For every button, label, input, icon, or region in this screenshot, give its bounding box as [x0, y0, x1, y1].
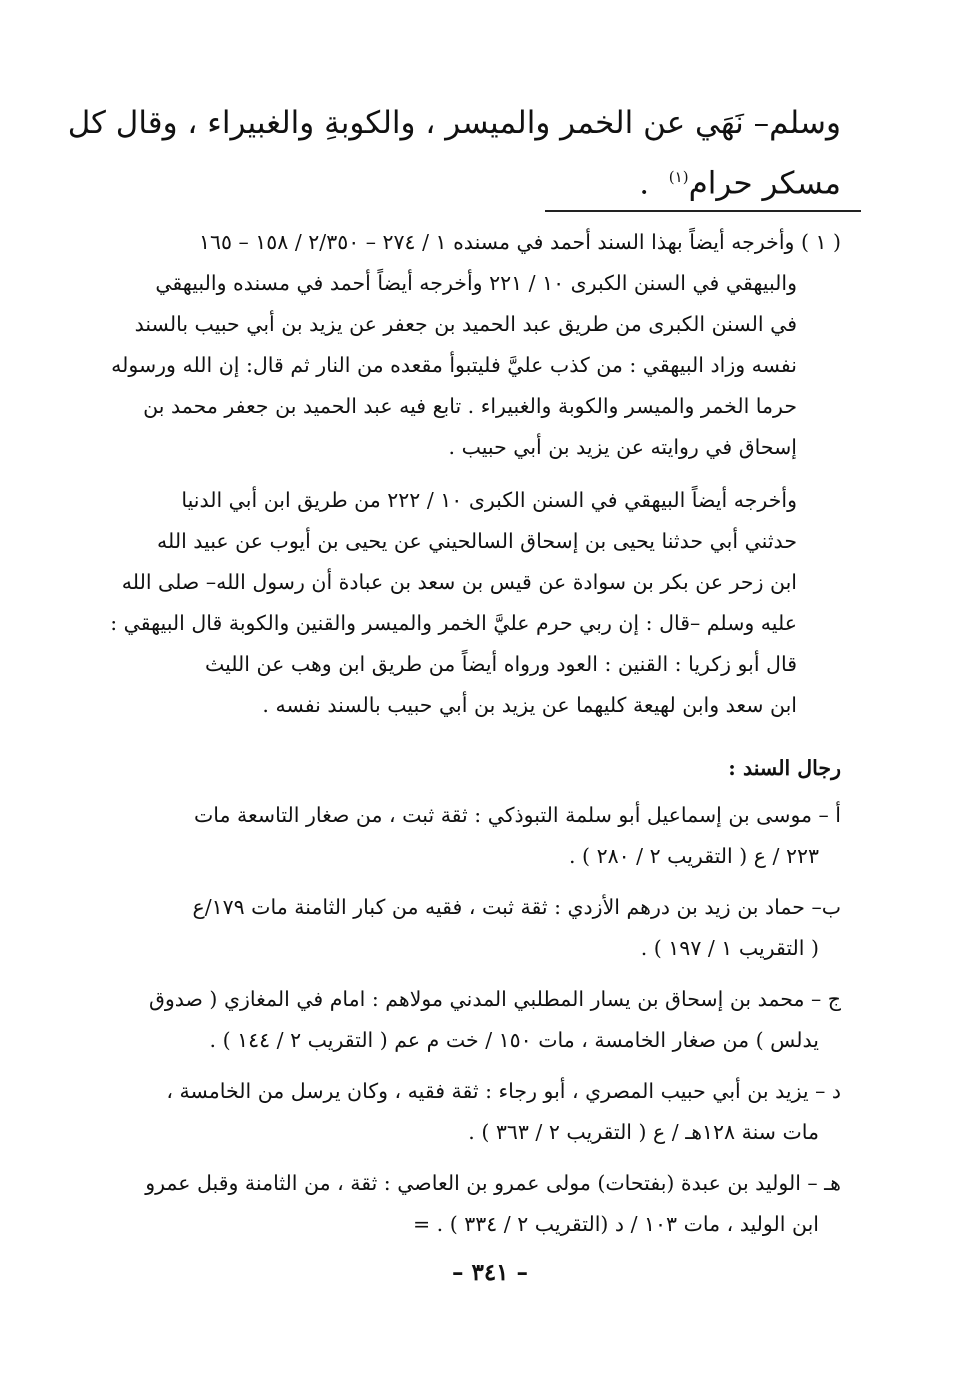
footnote-line: عليه وسلم –قال : إن ربي حرم عليَّ الخمر والميسر والقنين والكوبة قال البيهقي :	[110, 611, 797, 635]
footnote-line: ابن سعد وابن لهيعة كليهما عن يزيد بن أبي حبيب بالسند نفسه .	[262, 693, 797, 717]
narrator-line: مات سنة ١٢٨هـ / ع ( التقريب ٢ / ٣٦٣ ) .	[468, 1120, 819, 1144]
footnote-line: ابن زحر عن بكر بن سوادة عن قيس بن سعد بن عبادة أن رسول الله– صلى الله	[121, 570, 797, 594]
footnotes	[103, 222, 841, 1245]
narrator-line: د – يزيد بن أبي حبيب المصري ، أبو رجاء : ثقة فقيه ، وكان يرسل من الخامسة ،	[166, 1079, 841, 1103]
footnote-1	[103, 222, 841, 468]
footnote-line: حدثني أبي حدثنا يحيى بن إسحاق السالحيني عن يحيى بن أيوب عن عبيد الله	[157, 529, 797, 553]
narrator-entry	[103, 979, 841, 1061]
narrator-entry	[103, 795, 841, 877]
narrator-line: ( التقريب ١ / ١٩٧ ) .	[640, 936, 819, 960]
footnote-line: والبيهقي في السنن الكبرى ١٠ / ٢٢١ وأخرجه أيضاً أحمد في مسنده والبيهقي	[155, 271, 797, 295]
narrator-entry	[103, 887, 841, 969]
footnote-line: حرما الخمر والميسر والكوبة والغبيراء . تابع فيه عبد الحميد بن جعفر محمد بن	[143, 394, 797, 418]
footnote-reference: (١)	[668, 168, 689, 186]
footnote-line: ( ١ ) وأخرجه أيضاً بهذا السند أحمد في مسنده ١ / ٢٧٤ – ٢/٣٥٠ / ١٥٨ – ١٦٥	[198, 230, 841, 254]
page-number: – ٣٤١ –	[451, 1259, 529, 1286]
narrator-line: أ – موسى بن إسماعيل أبو سلمة التبوذكي : ثقة ثبت ، من صغار التاسعة مات	[193, 803, 841, 827]
main-text-line: وسلم– نَهَي عن الخمر والميسر ، والكوبةِ والغبيراء ، وقال كل	[67, 105, 841, 141]
footnote-line: وأخرجه أيضاً البيهقي في السنن الكبرى ١٠ / ٢٢٢ من طريق ابن أبي الدنيا	[181, 488, 797, 512]
narrator-line: ابن الوليد ، مات ١٠٣ / د (التقريب ٢ / ٣٣٤ ) . =	[412, 1212, 819, 1236]
footnote-line: نفسه وزاد البيهقي : من كذب عليَّ فليتبوأ مقعده من النار ثم قال: إن الله ورسوله	[111, 353, 797, 377]
footnote-line: في السنن الكبرى من طريق عبد الحميد بن جعفر عن يزيد بن أبي حبيب بالسند	[134, 312, 797, 336]
main-text-end: .	[639, 165, 650, 202]
footnote-line: قال أبو زكريا : القنين : العود ورواه أيضاً من طريق ابن وهب عن الليث	[204, 652, 797, 676]
main-text-line	[106, 150, 841, 210]
narrator-entry	[103, 1163, 841, 1245]
footnote-1-continued	[103, 480, 841, 726]
narrator-entry	[103, 1071, 841, 1153]
narrator-line: يدلس ) من صغار الخامسة ، مات ١٥٠ / خت م عم ( التقريب ٢ / ١٤٤ ) .	[209, 1028, 819, 1052]
footnote-separator	[545, 210, 861, 212]
main-text-last: مسكر حرام	[688, 165, 841, 202]
narrator-line: ج – محمد بن إسحاق بن يسار المطلبي المدني مولاهم : امام في المغازي ( صدوق	[148, 987, 841, 1011]
main-text	[67, 96, 841, 210]
narrators-heading: رجال السند :	[728, 756, 841, 780]
footnote-line: إسحاق في روايته عن يزيد بن أبي حبيب .	[448, 435, 797, 459]
narrator-line: هـ – الوليد بن عبدة (بفتحات) مولى عمرو بن العاصي : ثقة ، من الثامنة وقبل عمرو	[145, 1171, 841, 1195]
narrator-line: ٢٢٣ / ع ( التقريب ٢ / ٢٨٠ ) .	[569, 844, 819, 868]
narrator-line: ب– حماد بن زيد بن درهم الأزدي : ثقة ثبت ، فقيه من كبار الثامنة مات ١٧٩/ع	[192, 895, 841, 919]
